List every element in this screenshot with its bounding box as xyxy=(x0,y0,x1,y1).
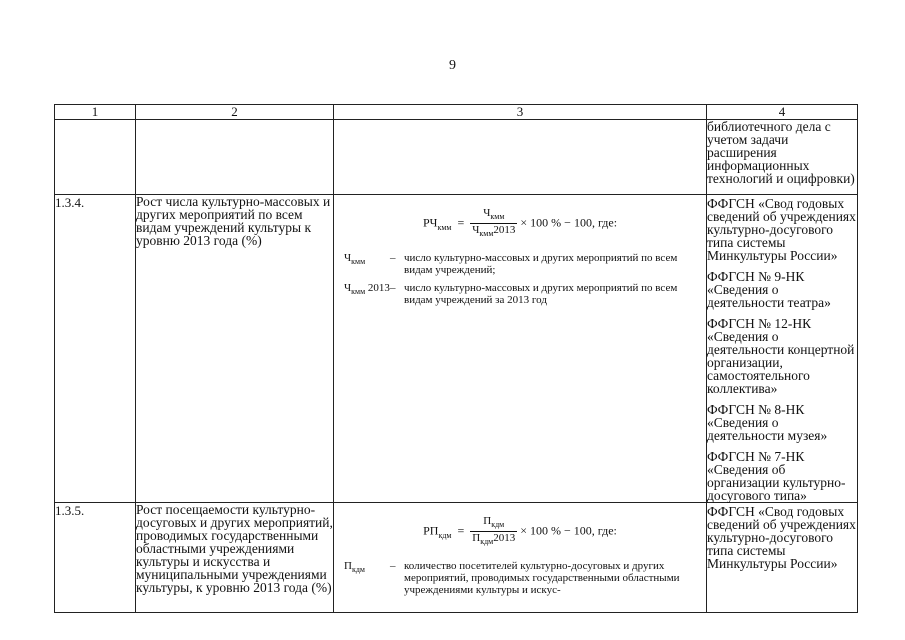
formula-eq: = xyxy=(457,523,465,538)
denominator-year: 2013 xyxy=(493,224,516,237)
formula-cell xyxy=(334,195,707,503)
row-continued-formula xyxy=(334,120,707,195)
source-item: ФФГСН № 12-НК «Сведения о деятельности концертной организации, самостоятельного коллектива» xyxy=(707,316,855,396)
variable-description: количество посетителей культурно-досуговых и других мероприятий, проводимых государственными областными учреждениями культуры и искус- xyxy=(404,560,680,597)
source-cell xyxy=(707,503,858,613)
variable-row xyxy=(334,560,706,596)
numerator-symbol: П xyxy=(483,515,492,527)
formula xyxy=(334,207,706,240)
row-continued-name xyxy=(136,120,334,195)
table-row-1-3-5 xyxy=(55,503,858,613)
variable-row xyxy=(334,252,706,276)
indicator-name: Рост числа культурно-массовых и других мероприятий по всем видам учреждений культуры к уровню 2013 года (%) xyxy=(136,195,334,503)
col-header-1: 1 xyxy=(55,105,136,120)
formula-lhs: РЧ xyxy=(422,215,438,230)
variable-symbol: $П_{кдм}$ xyxy=(344,560,365,575)
variable-symbol: $Ч_{кмм}$ 2013 xyxy=(344,282,390,297)
col-header-4: 4 xyxy=(707,105,858,120)
source-item: ФФГСН № 7-НК «Сведения об организации культурно-досугового типа» xyxy=(707,449,846,503)
fraction-denominator xyxy=(470,532,517,548)
table-row-continued xyxy=(55,120,858,195)
denominator-symbol: П xyxy=(472,532,481,545)
formula-fraction xyxy=(470,515,517,548)
numerator-sub: кдм xyxy=(491,520,505,530)
numerator-sub: кмм xyxy=(490,212,505,222)
header-row xyxy=(55,105,858,120)
variable-dash: – xyxy=(390,282,396,295)
denominator-sub: кмм xyxy=(479,229,494,239)
formula-lhs-sub: кдм xyxy=(438,530,452,540)
formula-tail: × 100 % − 100, где: xyxy=(520,215,618,230)
col-header-2: 2 xyxy=(136,105,334,120)
table-row-1-3-4 xyxy=(55,195,858,503)
formula-lhs: РП xyxy=(423,523,439,538)
row-continued-source: библиотечного дела с учетом задачи расширения информационных технологий и оцифровки) xyxy=(707,120,858,195)
source-item: ФФГСН «Свод годовых сведений об учреждениях культурно-досугового типа системы Минкультуры России» xyxy=(707,196,856,263)
variable-description: число культурно-массовых и других мероприятий по всем видам учреждений за 2013 год xyxy=(404,282,678,307)
col-header-3: 3 xyxy=(334,105,707,120)
formula xyxy=(334,515,706,548)
variable-dash: – xyxy=(390,252,396,265)
indicators-table xyxy=(54,104,858,613)
formula-lhs-sub: кмм xyxy=(437,222,452,232)
variable-row xyxy=(334,282,706,306)
variable-dash: – xyxy=(390,560,396,573)
row-number: 1.3.5. xyxy=(55,503,136,613)
denominator-symbol: Ч xyxy=(472,224,480,237)
formula-fraction xyxy=(470,207,517,240)
source-cell xyxy=(707,195,858,503)
fraction-numerator xyxy=(470,207,517,224)
variable-description: число культурно-массовых и других мероприятий по всем видам учреждений; xyxy=(404,252,678,277)
row-number: 1.3.4. xyxy=(55,195,136,503)
formula-cell xyxy=(334,503,707,613)
formula-eq: = xyxy=(457,215,465,230)
fraction-denominator xyxy=(470,224,517,240)
row-continued-number xyxy=(55,120,136,195)
source-item: ФФГСН № 9-НК «Сведения о деятельности театра» xyxy=(707,269,831,310)
numerator-symbol: Ч xyxy=(483,207,491,219)
page-number: 9 xyxy=(449,58,456,73)
denominator-sub: кдм xyxy=(480,537,494,547)
source-item: ФФГСН «Свод годовых сведений об учреждениях культурно-досугового типа системы Минкультуры России» xyxy=(707,504,856,571)
formula-tail: × 100 % − 100, где: xyxy=(520,523,617,538)
indicator-name: Рост посещаемости культурно-досуговых и других мероприятий, проводимых государственными областными учреждениями культуры и искусства и муниципальными учреждениями культуры, к уровню 2013 года (%) xyxy=(136,503,334,613)
fraction-numerator xyxy=(470,515,517,532)
source-item: ФФГСН № 8-НК «Сведения о деятельности музея» xyxy=(707,402,828,443)
variable-symbol: $Ч_{кмм}$ xyxy=(344,252,366,267)
denominator-year: 2013 xyxy=(493,532,516,545)
